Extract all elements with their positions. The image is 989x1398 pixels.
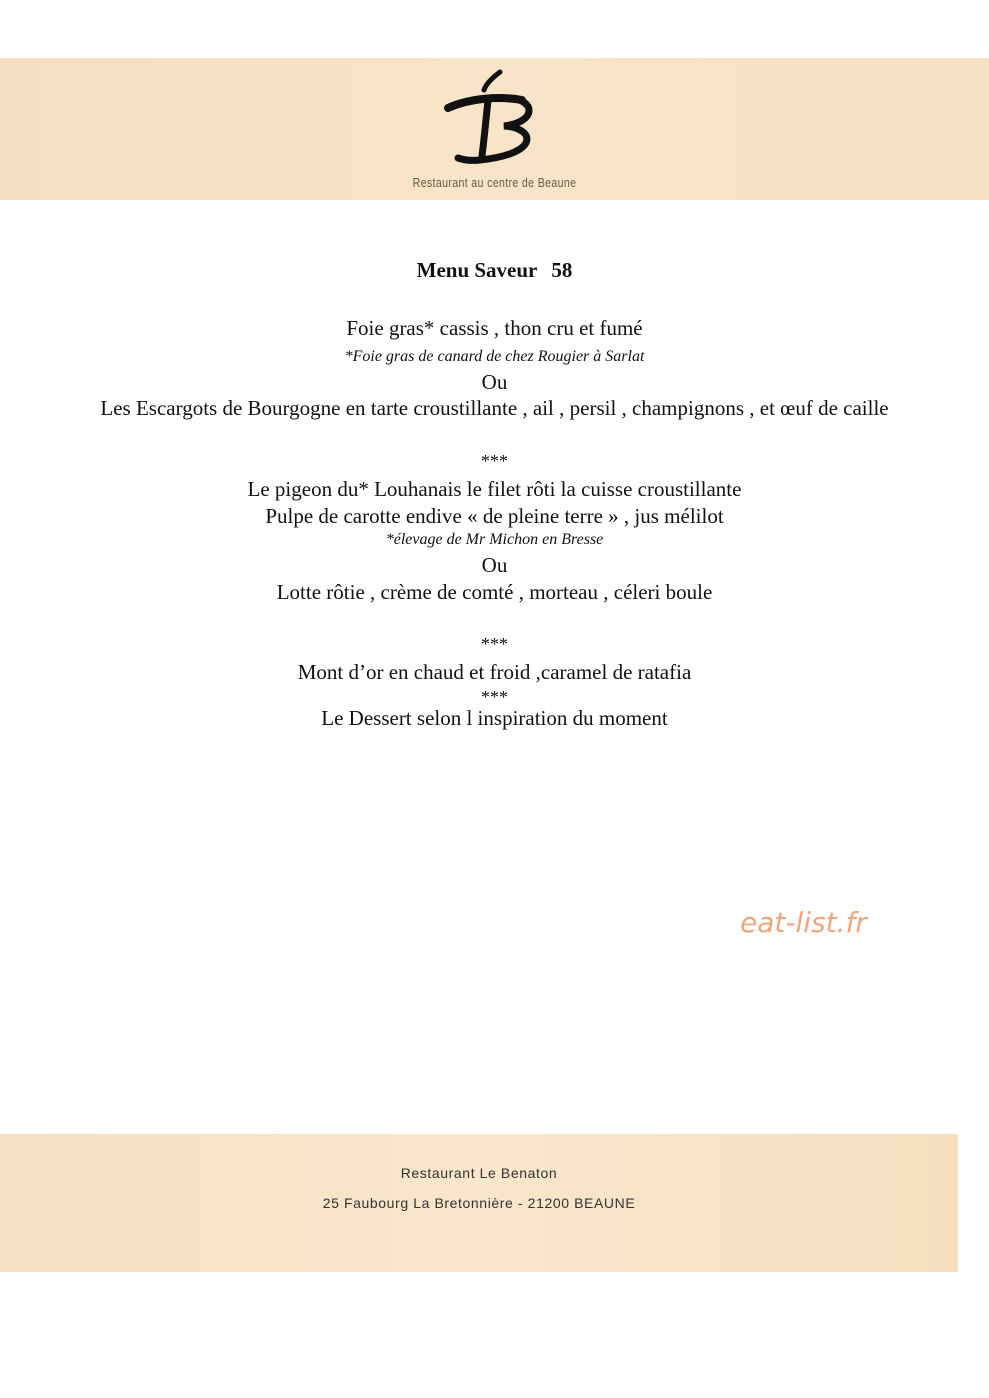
menu-item-starter-2: Les Escargots de Bourgogne en tarte croustillante , ail , persil , champignons , et œuf de caille bbox=[100, 396, 889, 420]
menu-or-separator-1: Ou bbox=[481, 370, 508, 394]
restaurant-tagline: Restaurant au centre de Beaune bbox=[412, 176, 577, 190]
course-separator-3: *** bbox=[481, 687, 508, 707]
menu-item-main-2: Lotte rôtie , crème de comté , morteau , céleri boule bbox=[276, 580, 713, 604]
menu-item-dessert: Le Dessert selon l inspiration du moment bbox=[321, 706, 668, 730]
restaurant-logo bbox=[440, 68, 550, 168]
menu-or-separator-2: Ou bbox=[481, 553, 508, 577]
footer-restaurant-name: Restaurant Le Benaton bbox=[400, 1165, 558, 1181]
course-separator-2: *** bbox=[481, 634, 508, 654]
menu-title bbox=[0, 258, 989, 283]
menu-note-starter-1: *Foie gras de canard de chez Rougier à Sarlat bbox=[344, 348, 645, 365]
menu-price: 58 bbox=[551, 258, 573, 282]
watermark-text: eat-list.fr bbox=[740, 906, 867, 939]
footer-address: 25 Faubourg La Bretonnière - 21200 BEAUNE bbox=[322, 1195, 636, 1211]
menu-item-main-1-line-2: Pulpe de carotte endive « de pleine terre » , jus mélilot bbox=[265, 504, 724, 528]
menu-item-starter-1: Foie gras* cassis , thon cru et fumé bbox=[346, 316, 643, 340]
course-separator-1: *** bbox=[481, 451, 508, 471]
menu-note-main-1: *élevage de Mr Michon en Bresse bbox=[385, 531, 604, 548]
menu-item-main-1-line-1: Le pigeon du* Louhanais le filet rôti la cuisse croustillante bbox=[247, 477, 742, 501]
menu-name: Menu Saveur bbox=[416, 258, 538, 282]
menu-item-cheese: Mont d’or en chaud et froid ,caramel de ratafia bbox=[297, 660, 692, 684]
